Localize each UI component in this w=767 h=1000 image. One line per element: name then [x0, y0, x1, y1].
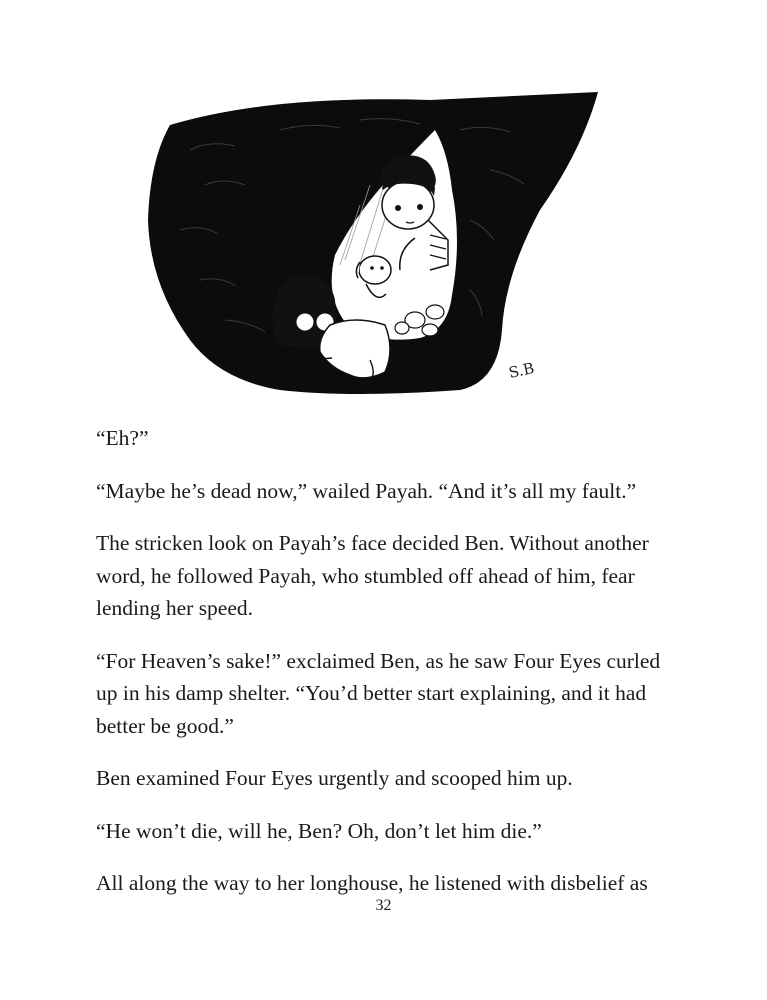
- paragraph: “He won’t die, will he, Ben? Oh, don’t let him die.”: [96, 818, 542, 843]
- paragraph: All along the way to her longhouse, he listened with disbelief as: [96, 871, 648, 895]
- paragraph: “Maybe he’s dead now,” wailed Payah. “And it’s all my fault.”: [96, 478, 637, 503]
- illustration: [130, 90, 600, 395]
- paragraph: “Eh?”: [96, 426, 149, 450]
- tree-hollow-drawing: [130, 90, 600, 395]
- story-text: [96, 422, 676, 900]
- page-number: 32: [375, 897, 392, 914]
- paragraph: Ben examined Four Eyes urgently and scooped him up.: [96, 766, 573, 790]
- paragraph: The stricken look on Payah’s face decided Ben. Without another word, he followed Payah, who stumbled off ahead of him, fear lending her speed.: [96, 531, 649, 620]
- paragraph: “For Heaven’s sake!” exclaimed Ben, as he saw Four Eyes curled up in his damp shelter. “You’d better start explaining, and it had better be good.”: [96, 648, 661, 738]
- artist-signature: S.B: [507, 358, 536, 382]
